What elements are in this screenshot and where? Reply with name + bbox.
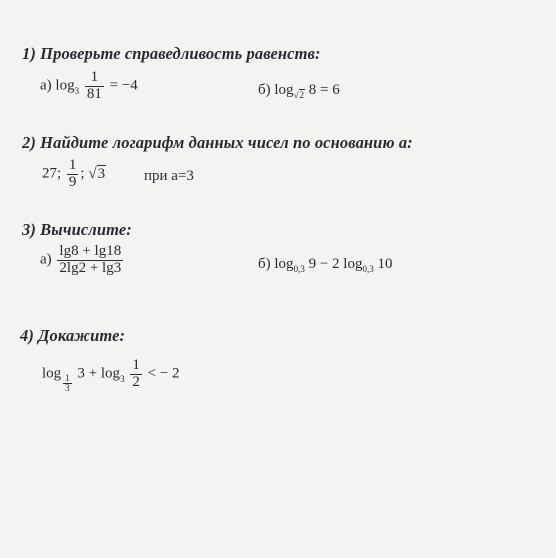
- task-4-heading: 4) Докажите:: [20, 326, 126, 345]
- task-3a-numerator: lg8 + lg18: [59, 243, 122, 259]
- task-1b-rhs: 8 = 6: [308, 82, 340, 98]
- task-2-heading: 2) Найдите логарифм данных чисел по основанию а:: [22, 133, 413, 152]
- sqrt-symbol: √2: [293, 90, 305, 100]
- task-3b-expression: б) $\log_{0,3} 9 - 2$ $\log_{0,3} 10$: [258, 256, 393, 274]
- task-4-fraction: $\frac{1}{2}$: [132, 357, 140, 390]
- task-2-condition: при а=3: [144, 168, 194, 184]
- task-3b-label: б): [258, 256, 271, 272]
- task-3a-fraction: [57, 244, 123, 277]
- task-3-heading: 3) Вычислите:: [22, 220, 132, 239]
- task-1b-base: [294, 90, 305, 100]
- task-1b-label: б): [258, 82, 271, 98]
- task-1a-numerator: 1: [90, 69, 99, 85]
- task-3a-expression: [40, 244, 125, 277]
- task-1b-log: log: [274, 82, 294, 98]
- task-3a-label: а): [40, 251, 52, 268]
- task-4-expression: log $_{\frac{1}{3}}$ $3 + \log_3$ $\frac{1}{2}$ < − 2: [42, 357, 180, 394]
- task-3a-denominator: 2lg2 + lg3: [59, 259, 122, 276]
- task-1a-log: log: [55, 77, 75, 94]
- task-2-expression: 27; $\frac{1}{9}$ ; √3: [42, 157, 106, 190]
- task-1a-label: а): [40, 77, 52, 94]
- task-2-number: 27;: [42, 165, 62, 182]
- task-4-rhs: < − 2: [147, 365, 180, 382]
- task-1a-rhs: = −4: [109, 77, 138, 94]
- task-2-root: √3: [88, 165, 106, 182]
- task-1b-expression: [258, 82, 340, 99]
- task-1-heading: 1) Проверьте справедливость равенств:: [22, 44, 321, 63]
- task-1a-fraction: [85, 70, 104, 103]
- task-4-base-fraction: 1 3: [65, 372, 70, 394]
- task-2-fraction: $\frac{1}{9}$: [68, 157, 77, 190]
- task-1a-denominator: 81: [86, 85, 102, 102]
- task-1a-expression: [40, 70, 138, 103]
- task-1a-base: 3: [74, 85, 80, 96]
